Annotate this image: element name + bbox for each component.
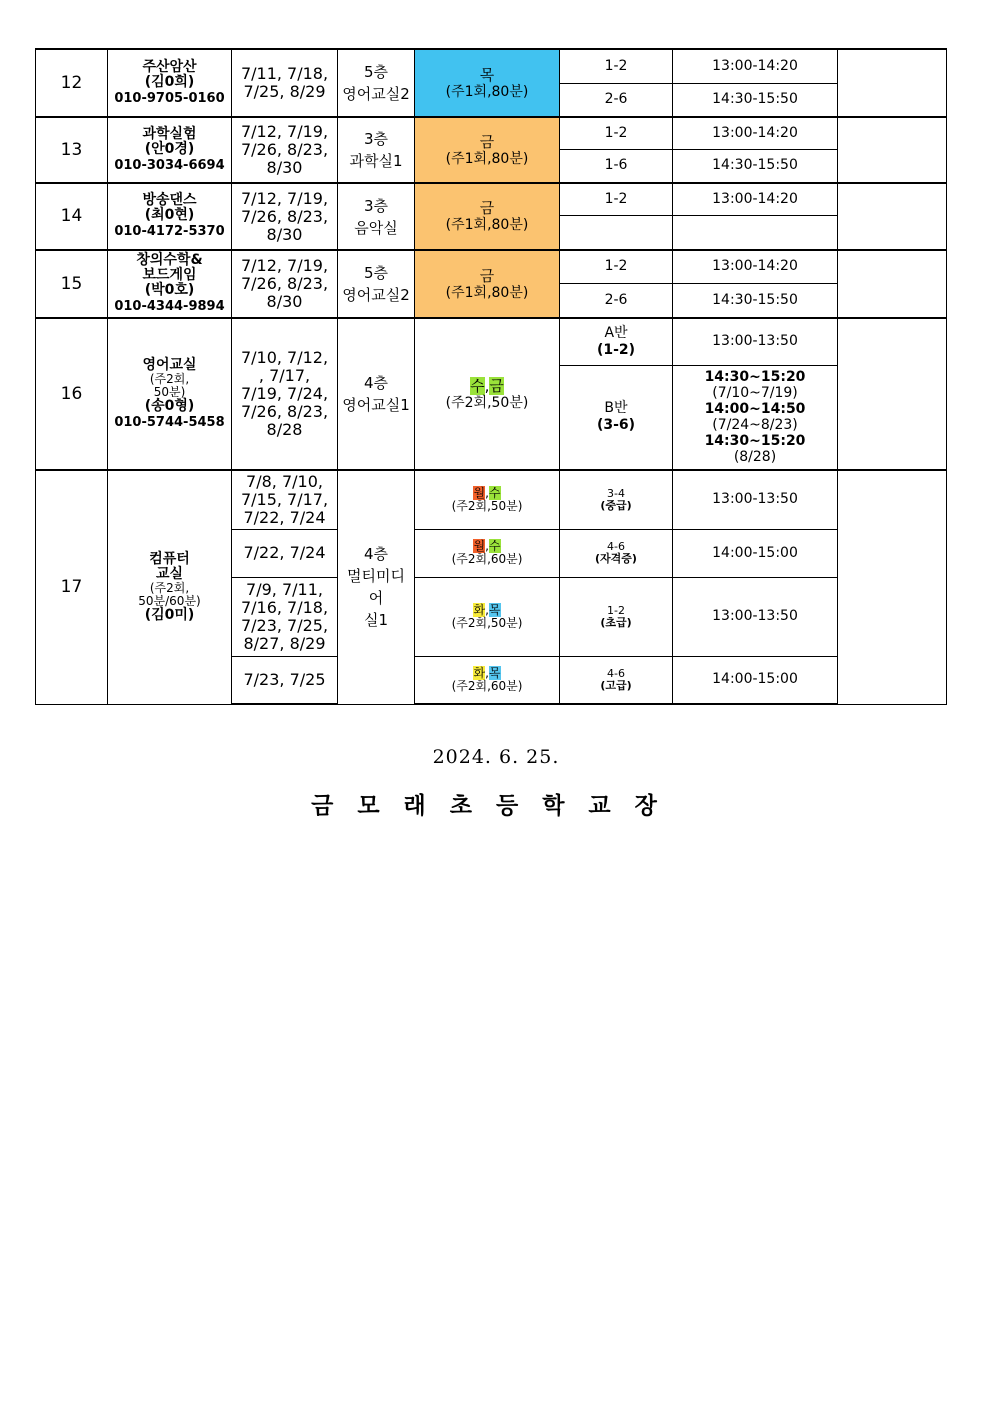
program-duration: 50분/60분) <box>138 593 201 608</box>
class-label: B반 <box>604 400 628 417</box>
program-frequency: (주2회, <box>149 371 190 386</box>
day-highlight: 수 <box>488 539 501 553</box>
dates-cell <box>232 49 338 117</box>
time-cell: 13:00-13:50 <box>673 470 838 529</box>
time-cell <box>673 215 838 250</box>
date-line: 7/22, 7/24 <box>243 543 326 562</box>
room-cell <box>338 250 415 318</box>
time-range: 14:30~15:20 <box>704 433 806 450</box>
time-cell: 14:30-15:50 <box>673 149 838 183</box>
date-line: 7/25, 8/29 <box>243 82 326 101</box>
day-highlight: 수 <box>488 485 501 500</box>
program-name: 방송댄스 <box>142 192 197 208</box>
teacher-phone: 010-5744-5458 <box>114 414 225 430</box>
room-floor: 5층 <box>363 63 389 81</box>
day-label <box>417 604 557 617</box>
grade-cell: 1-2 <box>560 183 673 215</box>
teacher-name: (안0경) <box>144 140 195 157</box>
grade-level: (자격증) <box>595 552 637 565</box>
day-cell <box>415 318 560 470</box>
time-cell: 14:30-15:50 <box>673 283 838 318</box>
program-cell <box>108 250 232 318</box>
day-highlight: 목 <box>488 602 501 617</box>
program-name-line2: 교실 <box>155 565 184 582</box>
note-cell <box>838 318 947 470</box>
room-name-line2: 실1 <box>363 611 389 630</box>
date-line: 7/22, 7/24 <box>243 507 326 527</box>
program-cell <box>108 49 232 117</box>
grade-cell: 1-2 <box>560 117 673 149</box>
grade-cell: 2-6 <box>560 83 673 117</box>
date-line: 7/9, 7/11, <box>246 579 323 599</box>
day-highlight: 월 <box>473 539 486 553</box>
date-line: 7/26, 8/23, <box>240 206 329 226</box>
day-label: 금 <box>479 132 495 151</box>
date-line: , 7/17, <box>258 366 311 385</box>
room-cell <box>338 470 415 704</box>
room-name: 과학실1 <box>349 152 403 170</box>
class-b-cell <box>560 365 673 470</box>
row-number: 17 <box>36 470 108 704</box>
day-cell <box>415 117 560 183</box>
teacher-name: (최0현) <box>144 207 195 223</box>
date-line: 7/12, 7/19, <box>240 188 329 208</box>
frequency: (주1회,80분) <box>445 83 529 100</box>
note-cell <box>838 49 947 117</box>
time-cell: 13:00-14:20 <box>673 183 838 215</box>
date-line: 7/11, 7/18, <box>240 64 329 83</box>
row-number: 15 <box>36 250 108 318</box>
grade-cell <box>560 577 673 656</box>
time-cell: 13:00-13:50 <box>673 318 838 365</box>
grade-range: 1-2 <box>607 603 625 617</box>
grade-cell: 1-6 <box>560 149 673 183</box>
grade-range: 3-4 <box>607 486 625 500</box>
time-cell: 14:30-15:50 <box>673 83 838 117</box>
date-line: 7/12, 7/19, <box>240 122 329 141</box>
dates-cell <box>232 250 338 318</box>
program-name: 영어교실 <box>142 356 197 373</box>
school-principal-signature: 금모래초등학교장 <box>311 792 681 819</box>
day-highlight: 금 <box>489 376 504 395</box>
date-line: 8/27, 8/29 <box>243 633 326 653</box>
date-line: 7/12, 7/19, <box>240 256 329 275</box>
day-separator: , <box>485 602 489 617</box>
day-label: 금 <box>479 266 495 285</box>
dates-cell <box>232 470 338 529</box>
date-line: 7/10, 7/12, <box>240 348 329 367</box>
schedule-table <box>35 48 947 705</box>
program-duration: 50분) <box>153 384 186 399</box>
program-cell <box>108 117 232 183</box>
note-cell <box>838 470 947 704</box>
room-cell <box>338 49 415 117</box>
grade-level: (중급) <box>600 498 632 512</box>
grade-cell: 2-6 <box>560 283 673 318</box>
date-line: 7/26, 8/23, <box>240 140 329 159</box>
table-row <box>36 117 947 149</box>
program-name-line2: 보드게임 <box>142 267 197 283</box>
time-cell: 13:00-14:20 <box>673 117 838 149</box>
date-line: 7/19, 7/24, <box>240 384 329 403</box>
room-floor: 4층 <box>363 545 389 564</box>
time-cell: 13:00-14:20 <box>673 49 838 83</box>
time-cell: 13:00-14:20 <box>673 250 838 283</box>
day-separator: , <box>485 485 489 500</box>
program-name: 주산암산 <box>142 58 197 75</box>
day-label: 금 <box>479 199 495 217</box>
day-separator: , <box>485 539 489 553</box>
time-cell: 13:00-13:50 <box>673 577 838 656</box>
table-row <box>36 183 947 215</box>
program-frequency: (주2회, <box>149 580 190 595</box>
grade-cell <box>560 656 673 704</box>
date-line: 8/30 <box>266 158 303 177</box>
day-cell <box>415 49 560 117</box>
grade-cell: 1-2 <box>560 250 673 283</box>
note-cell <box>838 250 947 318</box>
grade-level: (고급) <box>600 678 632 692</box>
day-highlight: 수 <box>470 376 485 395</box>
room-floor: 3층 <box>363 130 389 148</box>
teacher-phone: 010-3034-6694 <box>114 157 225 173</box>
program-name: 컴퓨터 <box>149 550 190 567</box>
teacher-name: (김0미) <box>144 606 195 623</box>
table-row <box>36 49 947 83</box>
time-cell: 14:00-15:00 <box>673 656 838 704</box>
room-floor: 4층 <box>363 374 389 392</box>
room-cell <box>338 318 415 470</box>
day-separator: , <box>485 665 489 680</box>
teacher-name: (송0형) <box>144 397 195 414</box>
frequency: (주2회,60분) <box>451 552 523 566</box>
frequency: (주2회,50분) <box>451 498 523 513</box>
note-cell <box>838 117 947 183</box>
day-cell <box>415 577 560 656</box>
grade-range: 4-6 <box>607 666 625 680</box>
day-highlight: 화 <box>473 602 486 617</box>
teacher-phone: 010-4344-9894 <box>114 299 225 314</box>
day-cell <box>415 529 560 577</box>
room-name: 음악실 <box>354 218 398 237</box>
program-name: 창의수학& <box>136 252 203 268</box>
time-range: 14:30~15:20 <box>704 369 806 386</box>
class-a-cell <box>560 318 673 365</box>
dates-cell <box>232 117 338 183</box>
row-number: 16 <box>36 318 108 470</box>
frequency: (주2회,60분) <box>451 678 523 693</box>
class-grade: (1-2) <box>596 341 636 358</box>
date-line: 8/30 <box>266 224 303 244</box>
teacher-name: (김0희) <box>144 73 195 90</box>
row-number: 13 <box>36 117 108 183</box>
date-line: 7/26, 8/23, <box>240 402 329 421</box>
date-line: 7/15, 7/17, <box>240 489 329 509</box>
table-row <box>36 470 947 529</box>
document-date: 2024. 6. 25. <box>432 746 560 768</box>
program-name: 과학실험 <box>142 125 197 142</box>
dates-cell <box>232 318 338 470</box>
day-label <box>417 667 557 680</box>
grade-cell <box>560 470 673 529</box>
day-cell <box>415 656 560 704</box>
dates-cell <box>232 183 338 250</box>
frequency: (주2회,50분) <box>451 615 523 630</box>
dates-cell <box>232 656 338 704</box>
grade-level: (초급) <box>600 615 632 629</box>
dates-cell <box>232 577 338 656</box>
program-cell <box>108 470 232 704</box>
frequency: (주1회,80분) <box>445 217 529 233</box>
teacher-name: (박0호) <box>144 282 195 298</box>
room-name: 멀티미디어 <box>347 567 405 608</box>
date-line: 7/23, 7/25 <box>243 669 326 689</box>
program-cell <box>108 318 232 470</box>
room-name: 영어교실1 <box>342 396 410 414</box>
table-row <box>36 318 947 365</box>
room-cell <box>338 117 415 183</box>
frequency: (주1회,80분) <box>445 284 529 301</box>
day-highlight: 월 <box>473 485 486 500</box>
note-cell <box>838 183 947 250</box>
date-line: 7/23, 7/25, <box>240 615 329 635</box>
class-label: A반 <box>604 324 628 341</box>
grade-range: 4-6 <box>607 540 625 553</box>
room-floor: 5층 <box>363 264 389 282</box>
day-label <box>417 487 557 500</box>
dates-cell <box>232 529 338 577</box>
row-number: 14 <box>36 183 108 250</box>
teacher-phone: 010-4172-5370 <box>114 224 225 239</box>
time-period: (8/28) <box>733 449 777 466</box>
day-cell <box>415 250 560 318</box>
room-name: 영어교실2 <box>342 85 410 103</box>
class-grade: (3-6) <box>596 417 636 434</box>
day-highlight: 화 <box>473 665 486 680</box>
grade-cell <box>560 529 673 577</box>
row-number: 12 <box>36 49 108 117</box>
time-period: (7/10~7/19) <box>712 385 798 402</box>
frequency: (주2회,50분) <box>445 394 529 411</box>
grade-cell: 1-2 <box>560 49 673 83</box>
date-line: 8/28 <box>266 420 303 439</box>
day-highlight: 목 <box>488 665 501 680</box>
day-cell <box>415 183 560 250</box>
day-label <box>417 377 557 395</box>
room-name: 영어교실2 <box>342 286 410 304</box>
time-period: (7/24~8/23) <box>712 417 798 434</box>
time-range: 14:00~14:50 <box>704 401 806 418</box>
room-floor: 3층 <box>363 196 389 215</box>
frequency: (주1회,80분) <box>445 150 529 167</box>
time-cell <box>673 365 838 470</box>
grade-cell <box>560 215 673 250</box>
teacher-phone: 010-9705-0160 <box>114 90 225 106</box>
date-line: 7/26, 8/23, <box>240 274 329 293</box>
date-line: 8/30 <box>266 292 303 311</box>
room-cell <box>338 183 415 250</box>
table-row <box>36 250 947 283</box>
date-line: 7/16, 7/18, <box>240 597 329 617</box>
date-line: 7/8, 7/10, <box>246 471 323 491</box>
time-cell: 14:00-15:00 <box>673 529 838 577</box>
day-separator: , <box>484 376 490 395</box>
day-cell <box>415 470 560 529</box>
program-cell <box>108 183 232 250</box>
day-label: 목 <box>479 65 495 84</box>
